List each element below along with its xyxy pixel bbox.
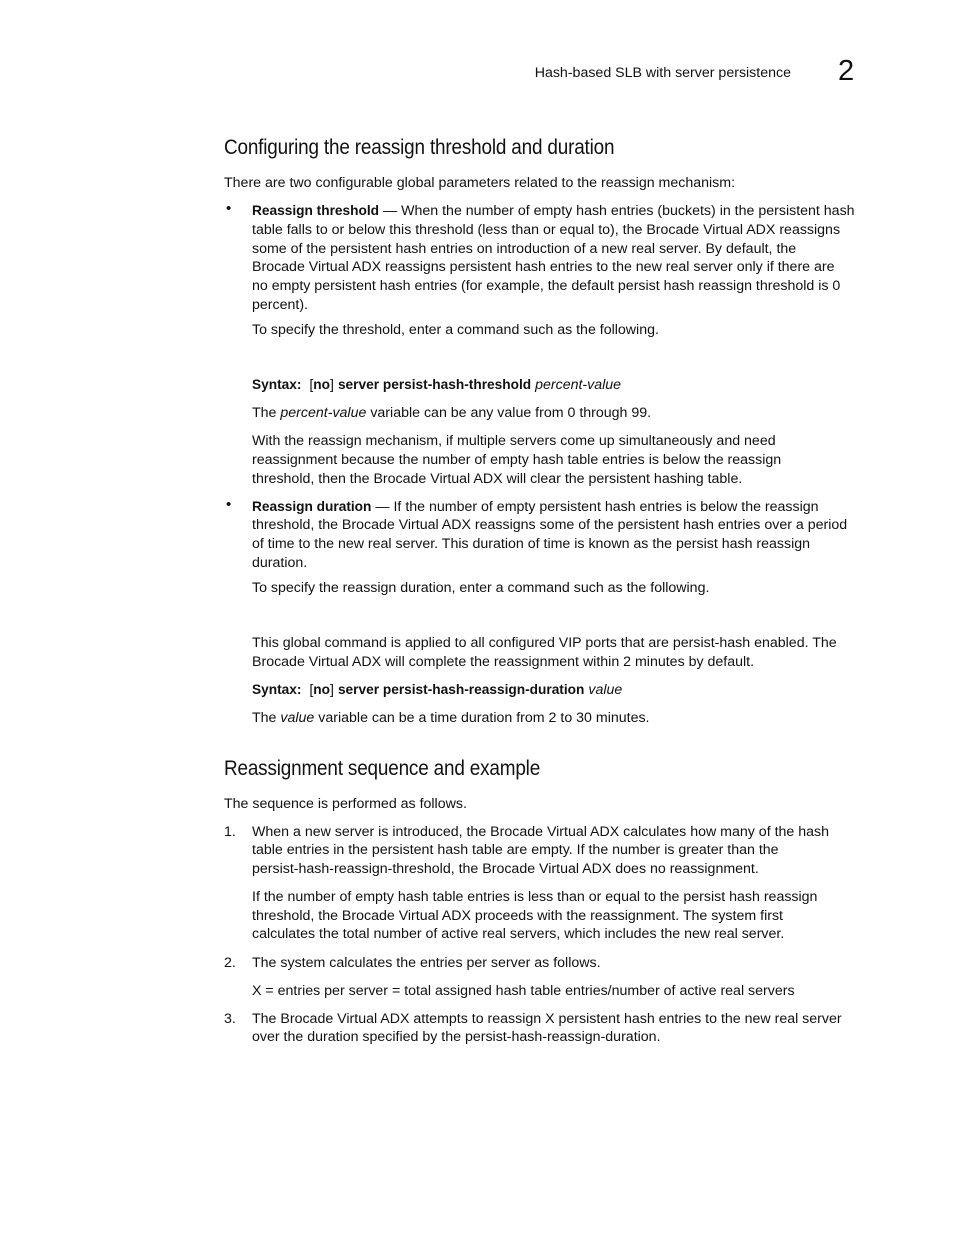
step3-line: The Brocade Virtual ADX attempts to reassign X persistent hash entries to the new real server — [252, 1011, 842, 1027]
document-page: Hash-based SLB with server persistence 2 Configuring the reassign threshold and duration There are two configurable global parameters related to the reassign mechanism: • Reassign threshold — When the number of empty hash entries (buckets) in the persistent hash table falls to or below this threshold (less than or equal to), the Brocade Virtual ADX reassigns some of the persistent hash entries on introduction of a new real server. By default, the Brocade Virtual ADX reassigns persistent hash entries to the new real server only if there are no empty persistent hash entries (for example, the default persist hash reassign threshold is 0 percent). To specify the threshold, enter a command such as the following. Syntax: [no] server persist-hash-threshold percent-value The percent-value variable can be any value from 0 through 99. With the reassign mechanism, if multiple servers come up simultaneously and need reassignment because the number of empty hash table entries is below the reassign threshold, then the Brocade Virtual ADX will clear the persistent hashing table. • Reassign duration — If the number of empty persistent hash entries is below the reassign threshold, the Brocade Virtual ADX reassigns some of the persistent hash entries over a period of time to the new real server. This duration of time is known as the persist hash reassign duration. To specify the reassign duration, enter a command such as the following. This global command is applied to all configured VIP ports that are persist-hash enabled. The Brocade Virtual ADX will complete the reassignment within 2 minutes by default. Syntax: [no] server persist-hash-reassign-duration value The value variable can be a time duration from 2 to 30 minutes. Reassignment sequence and example The sequence is performed as follows. 1. When a new server is introduced, the Brocade Virtual ADX calculates how many of the hash table entries in the persistent hash table are empty. If the number is greater than the persist-hash-reassign-threshold, the Brocade Virtual ADX does no reassignment. If the number of empty hash table entries is less than or equal to the persist hash reassign threshold, the Brocade Virtual ADX proceeds with the reassignment. The system first calculates the total number of active real servers, which includes the new real server. 2. The system calculates the entries per server as follows. X = entries per server = total assigned hash table entries/number of active real servers 3. The Brocade Virtual ADX attempts to reassign X persistent hash entries to the new real server over the duration specified by the persist-hash-reassign-duration. — [0, 0, 954, 1235]
step1-line: persist-hash-reassign-threshold, the Brocade Virtual ADX does no reassignment. — [252, 861, 759, 877]
step-number: 2. — [224, 955, 236, 971]
threshold-note-line: threshold, then the Brocade Virtual ADX will clear the persistent hashing table. — [252, 471, 743, 487]
bullet1-line: Brocade Virtual ADX reassigns persistent hash entries to the new real server only if there are — [252, 259, 835, 275]
step3-line: over the duration specified by the persist-hash-reassign-duration. — [252, 1029, 661, 1045]
duration-note-line: This global command is applied to all configured VIP ports that are persist-hash enabled. The — [252, 635, 837, 651]
section2-intro: The sequence is performed as follows. — [224, 796, 467, 812]
entries-formula: X = entries per server = total assigned hash table entries/number of active real servers — [252, 983, 795, 999]
threshold-instruction: To specify the threshold, enter a command such as the following. — [252, 322, 659, 338]
syntax-duration: Syntax: [no] server persist-hash-reassign-duration value — [252, 682, 623, 698]
step1-line: table entries in the persistent hash table are empty. If the number is greater than the — [252, 842, 779, 858]
bullet-marker: • — [226, 496, 232, 513]
duration-param-desc: The value variable can be a time duration from 2 to 30 minutes. — [252, 710, 650, 726]
chapter-number: 2 — [838, 55, 855, 87]
threshold-note-line: reassignment because the number of empty hash table entries is below the reassign — [252, 452, 782, 468]
step2-text: The system calculates the entries per server as follows. — [252, 955, 601, 971]
section-heading-reassignment-sequence: Reassignment sequence and example — [224, 756, 541, 780]
bullet-marker: • — [226, 200, 232, 217]
bullet2-line: of time to the new real server. This duration of time is known as the persist hash reassign — [252, 536, 811, 552]
syntax-threshold: Syntax: [no] server persist-hash-threshold percent-value — [252, 377, 622, 393]
bullet1-line: no empty persistent hash entries (for example, the default persist hash reassign threshold is 0 — [252, 278, 841, 294]
threshold-note-line: With the reassign mechanism, if multiple servers come up simultaneously and need — [252, 433, 776, 449]
bullet2-line: duration. — [252, 555, 308, 571]
duration-instruction: To specify the reassign duration, enter a command such as the following. — [252, 580, 710, 596]
bullet1-line: table falls to or below this threshold (less than or equal to), the Brocade Virtual ADX reassigns — [252, 222, 841, 238]
step1-extra-line: threshold, the Brocade Virtual ADX proceeds with the reassignment. The system first — [252, 908, 783, 924]
step1-extra-line: calculates the total number of active real servers, which includes the new real server. — [252, 926, 785, 942]
step-number: 3. — [224, 1011, 236, 1027]
section-heading-reassign-threshold: Configuring the reassign threshold and duration — [224, 135, 615, 159]
section1-intro: There are two configurable global parameters related to the reassign mechanism: — [224, 175, 736, 191]
step1-extra-line: If the number of empty hash table entries is less than or equal to the persist hash reassign — [252, 889, 818, 905]
threshold-param-desc: The percent-value variable can be any value from 0 through 99. — [252, 405, 652, 421]
term-reassign-threshold: Reassign threshold — [252, 203, 380, 218]
running-header-title: Hash-based SLB with server persistence — [534, 65, 791, 81]
bullet1-line: some of the persistent hash entries on introduction of a new real server. By default, the — [252, 241, 797, 257]
step-number: 1. — [224, 824, 236, 840]
bullet2-line: threshold, the Brocade Virtual ADX reassigns some of the persistent hash entries over a period — [252, 517, 848, 533]
bullet1-line: percent). — [252, 297, 308, 313]
term-reassign-duration: Reassign duration — [252, 499, 372, 514]
duration-note-line: Brocade Virtual ADX will complete the reassignment within 2 minutes by default. — [252, 654, 755, 670]
step1-line: When a new server is introduced, the Brocade Virtual ADX calculates how many of the hash — [252, 824, 830, 840]
